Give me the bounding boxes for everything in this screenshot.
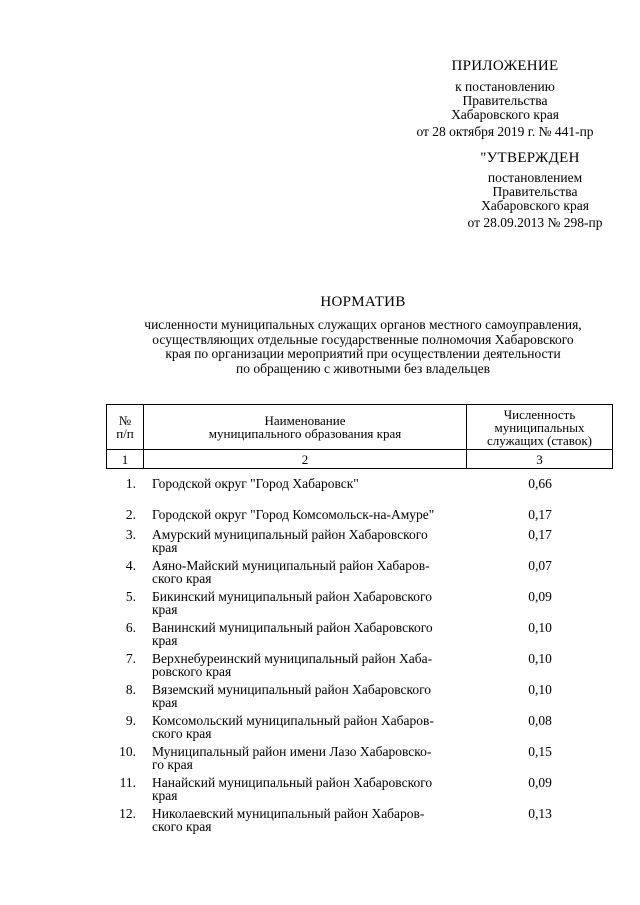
row-num: 12. <box>119 806 136 821</box>
row-name: Городской округ "Город Хабаровск" <box>152 476 359 491</box>
row-num: 8. <box>125 682 136 697</box>
norm-table-body <box>0 474 640 835</box>
row-num: 10. <box>119 744 136 759</box>
norm-table-header <box>106 404 613 469</box>
table-row <box>0 505 640 525</box>
subtitle-line: осуществляющих отдельные государственные полномочия Хабаровского <box>152 331 574 347</box>
row-value: 0,13 <box>528 806 552 821</box>
header-num: № п/п <box>107 405 144 450</box>
document-subtitle <box>100 318 626 376</box>
approved-title: "УТВЕРЖДЕН <box>480 150 580 166</box>
row-name: Городской округ "Город Комсомольск-на-Амуре" <box>152 507 435 522</box>
row-num: 2. <box>125 507 136 522</box>
row-num: 3. <box>125 527 136 542</box>
row-value: 0,09 <box>528 589 552 604</box>
table-row <box>0 742 640 773</box>
subtitle-line: по обращению с животными без владельцев <box>236 360 490 376</box>
table-row <box>0 618 640 649</box>
col-number: 1 <box>107 450 144 469</box>
row-value: 0,10 <box>528 651 552 666</box>
row-value: 0,17 <box>528 507 552 522</box>
col-number: 2 <box>144 450 467 469</box>
row-name: Муниципальный район имени Лазо Хабаровско- го края <box>152 744 432 772</box>
row-name: Комсомольский муниципальный район Хабаров- ского края <box>152 713 434 741</box>
row-name: Амурский муниципальный район Хабаровского края <box>152 527 428 555</box>
subtitle-line: численности муниципальных служащих органов местного самоуправления, <box>144 317 582 332</box>
row-value: 0,10 <box>528 620 552 635</box>
row-num: 1. <box>125 476 136 491</box>
row-num: 6. <box>125 620 136 635</box>
row-num: 4. <box>125 558 136 573</box>
appendix-line: Правительства <box>462 93 548 108</box>
row-num: 11. <box>119 775 136 790</box>
row-name: Вяземский муниципальный район Хабаровского края <box>152 682 432 710</box>
table-row <box>0 680 640 711</box>
table-row <box>0 711 640 742</box>
approved-line: постановлением <box>487 170 583 185</box>
row-value: 0,09 <box>528 775 552 790</box>
approved-line: Хабаровского края <box>481 198 589 213</box>
table-row <box>0 474 640 505</box>
row-num: 7. <box>125 651 136 666</box>
approved-line: Правительства <box>492 184 578 199</box>
col-number: 3 <box>467 450 613 469</box>
document-title: НОРМАТИВ <box>320 294 406 310</box>
table-row <box>0 773 640 804</box>
row-num: 5. <box>125 589 136 604</box>
row-name: Нанайский муниципальный район Хабаровского края <box>152 775 433 803</box>
row-value: 0,10 <box>528 682 552 697</box>
row-name: Аяно-Майский муниципальный район Хабаров- ского края <box>152 558 430 586</box>
row-value: 0,15 <box>528 744 552 759</box>
table-row <box>0 556 640 587</box>
row-name: Николаевский муниципальный район Хабаров- ского края <box>152 806 425 834</box>
row-value: 0,66 <box>528 476 552 491</box>
row-name: Ванинский муниципальный район Хабаровского края <box>152 620 433 648</box>
header-name: Наименование муниципального образования края <box>144 405 467 450</box>
row-value: 0,08 <box>528 713 552 728</box>
row-value: 0,17 <box>528 527 552 542</box>
row-name: Верхнебуреинский муниципальный район Хаба- ровского края <box>152 651 433 679</box>
row-num: 9. <box>125 713 136 728</box>
table-row <box>0 525 640 556</box>
row-value: 0,07 <box>528 558 552 573</box>
appendix-line: к постановлению <box>455 79 555 94</box>
appendix-title: ПРИЛОЖЕНИЕ <box>451 58 559 74</box>
approved-date: от 28.09.2013 № 298-пр <box>467 215 603 230</box>
appendix-date: от 28 октября 2019 г. № 441-пр <box>416 124 594 139</box>
table-row <box>0 804 640 835</box>
header-count: Численность муниципальных служащих (ставок) <box>467 405 613 450</box>
row-name: Бикинский муниципальный район Хабаровского края <box>152 589 432 617</box>
subtitle-line: края по организации мероприятий при осуществлении деятельности <box>165 346 561 361</box>
table-row <box>0 649 640 680</box>
table-row <box>0 587 640 618</box>
appendix-line: Хабаровского края <box>451 107 559 122</box>
